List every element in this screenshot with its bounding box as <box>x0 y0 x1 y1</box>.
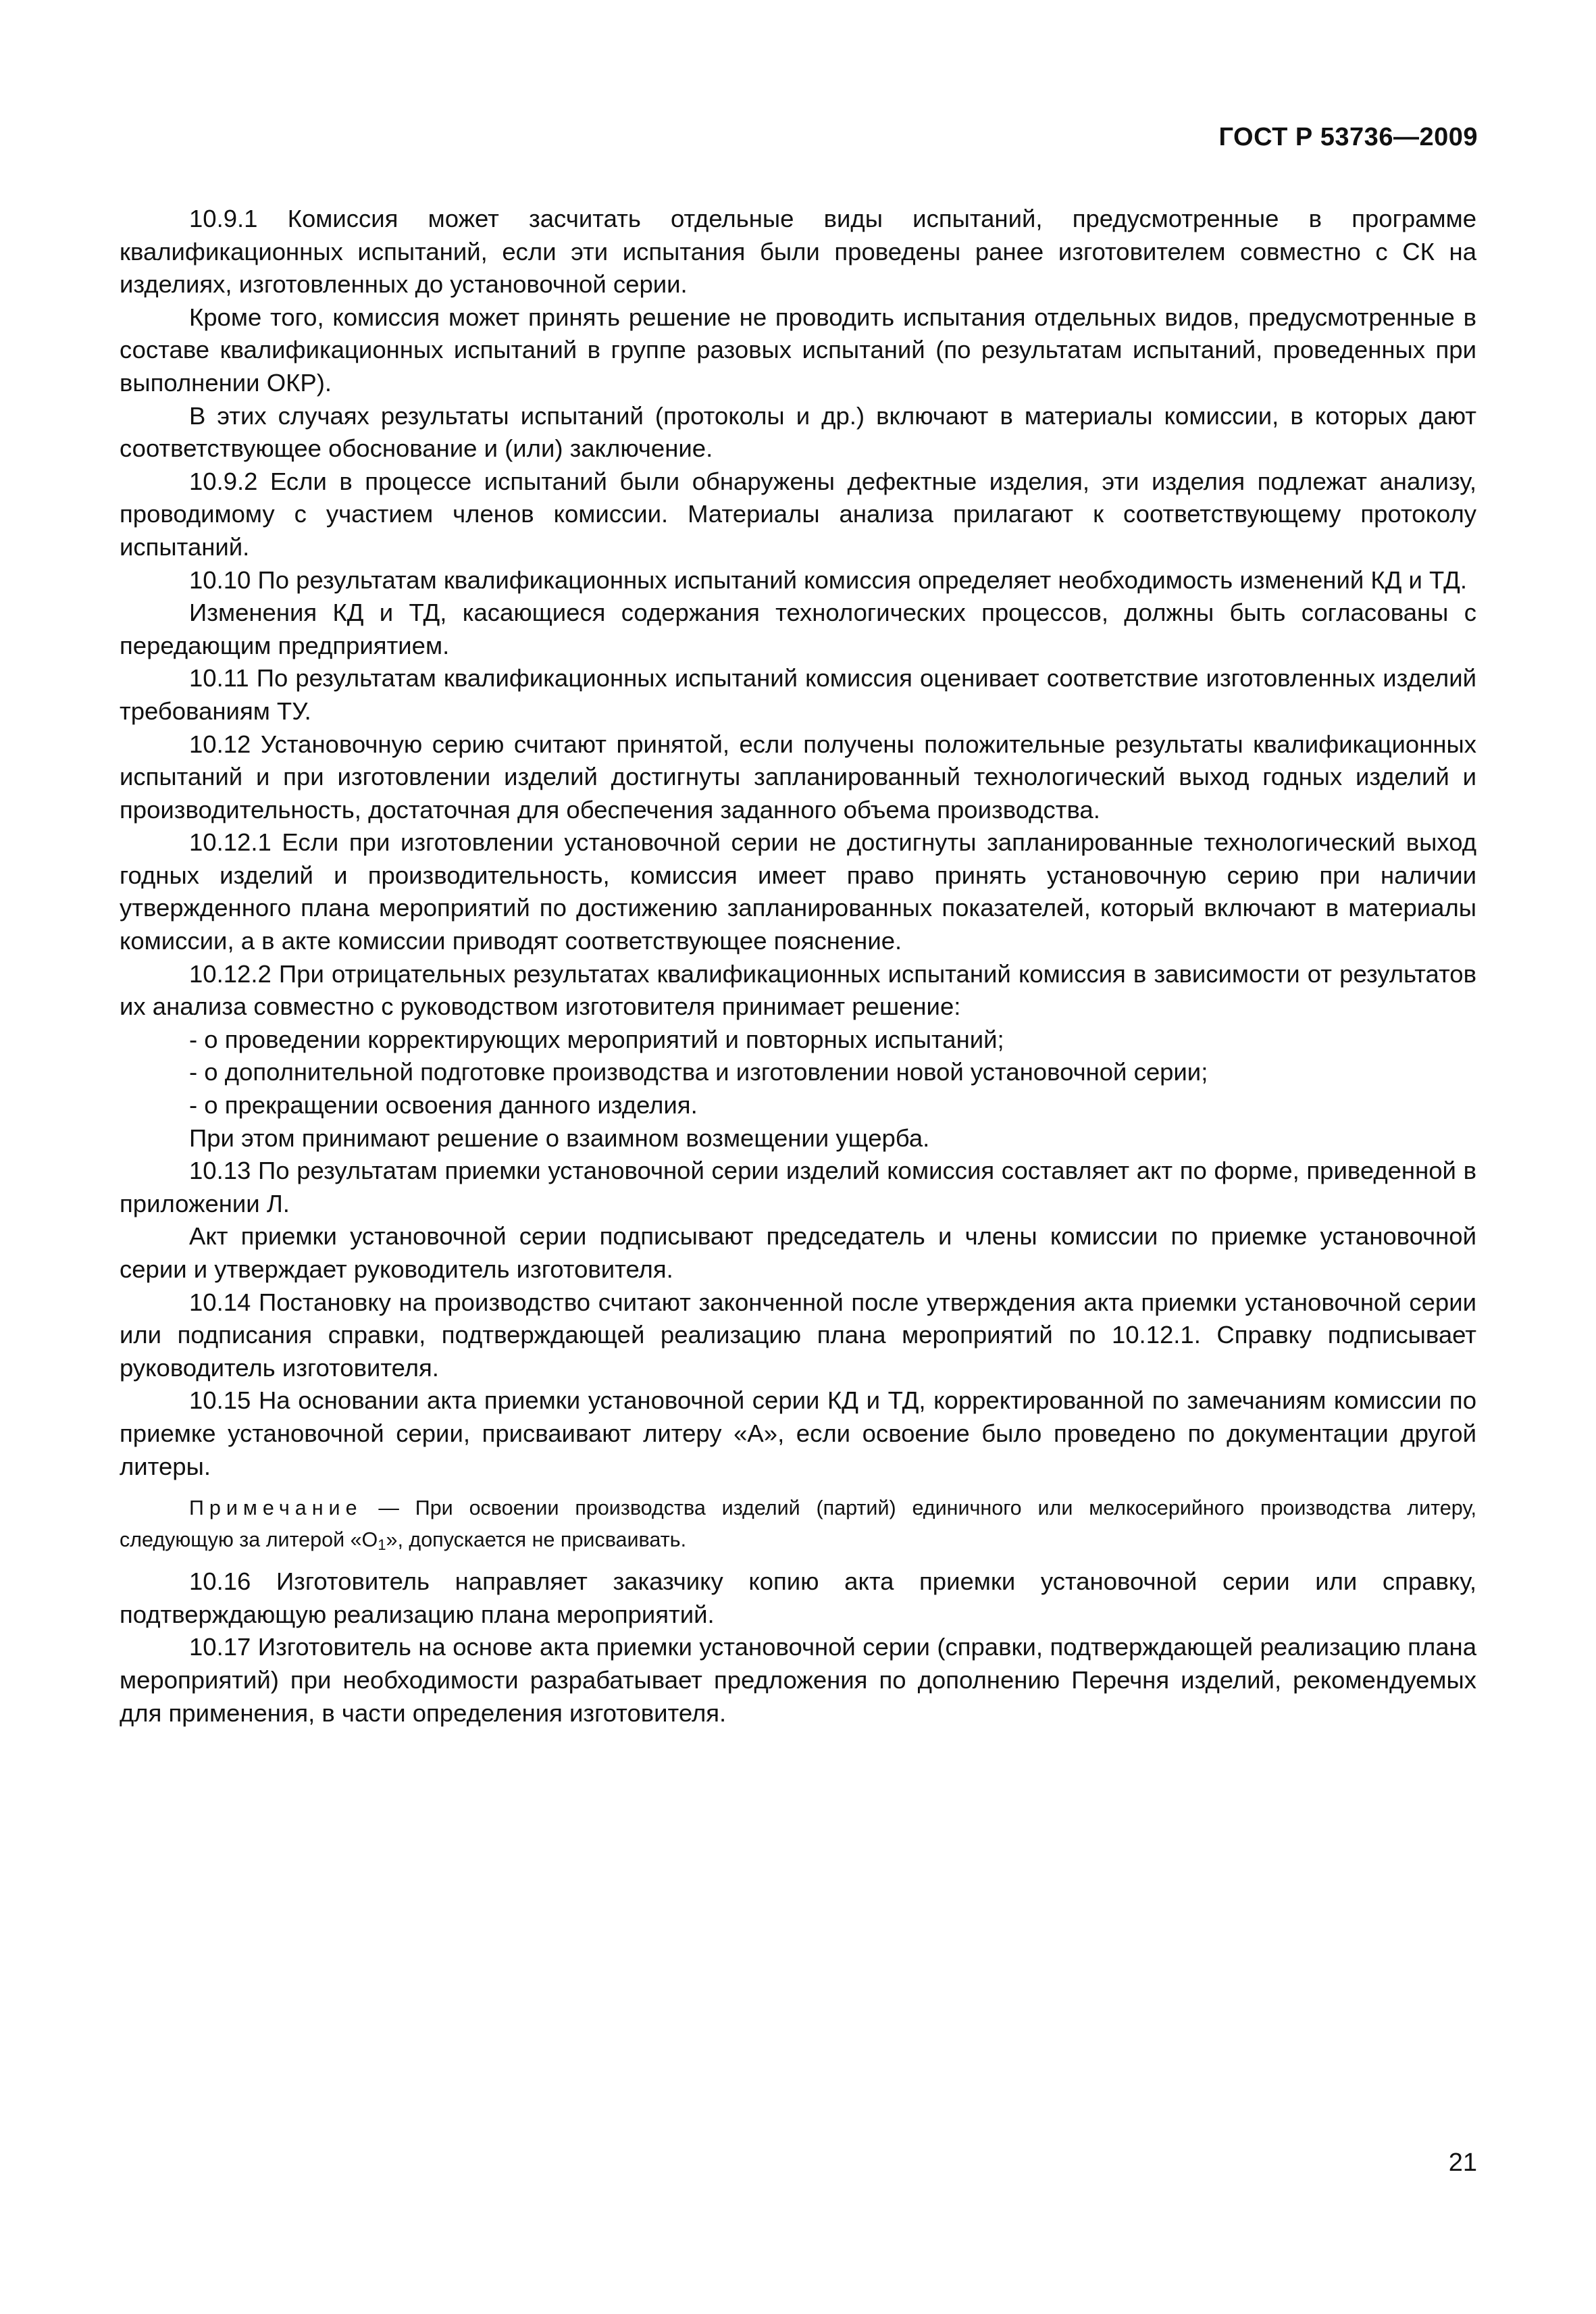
paragraph-10-9-2: 10.9.2 Если в процессе испытаний были обнаружены дефектные изделия, эти изделия подлежат анализу, проводимому с участием членов комиссии. Материалы анализа прилагают к соответствующему протоколу испытаний. <box>120 467 1476 561</box>
note <box>120 1492 1476 1556</box>
paragraph-10-12-2: 10.12.2 При отрицательных результатах квалификационных испытаний комиссия в зависимости от результатов их анализа совместно с руководством изготовителя принимает решение: <box>120 959 1476 1021</box>
paragraph-10-17: 10.17 Изготовитель на основе акта приемки установочной серии (справки, подтверждающей реализацию плана мероприятий) при необходимости разрабатывает предложения по дополнению Перечня изделий, рекомендуемых для применения, в части определения изготовителя. <box>120 1633 1476 1727</box>
document-number-header: ГОСТ Р 53736—2009 <box>1218 123 1478 151</box>
paragraph-10-12: 10.12 Установочную серию считают принятой, если получены положительные результаты квалификационных испытаний и при изготовлении изделий достигнуты запланированный технологический выход годных изделий и производительность, достаточная для обеспечения заданного объема производства. <box>120 730 1476 824</box>
note-text: — При освоении производства изделий (партий) единичного или мелкосерийного производства литеру, следующую за литерой «О <box>120 1496 1476 1552</box>
note-subscript: 1 <box>378 1536 386 1554</box>
paragraph-10-11: 10.11 По результатам квалификационных испытаний комиссия оценивает соответствие изготовленных изделий требованиям ТУ. <box>120 664 1476 725</box>
list-item: - о дополнительной подготовке производства и изготовлении новой установочной серии; <box>189 1058 1208 1086</box>
paragraph-10-14: 10.14 Постановку на производство считают законченной после утверждения акта приемки установочной серии или подписания справки, подтверждающей реализацию плана мероприятий по 10.12.1. Справку подписывает руководитель изготовителя. <box>120 1288 1476 1382</box>
paragraph: При этом принимают решение о взаимном возмещении ущерба. <box>189 1124 930 1152</box>
paragraph: Изменения КД и ТД, касающиеся содержания технологических процессов, должны быть согласованы с передающим предприятием. <box>120 599 1476 659</box>
paragraph-10-15: 10.15 На основании акта приемки установочной серии КД и ТД, корректированной по замечаниям комиссии по приемке установочной серии, присваивают литеру «А», если освоение было проведено по документации другой литеры. <box>120 1386 1476 1480</box>
note-text-end: », допускается не присваивать. <box>386 1528 687 1552</box>
document-body <box>120 203 1476 1730</box>
paragraph: В этих случаях результаты испытаний (протоколы и др.) включают в материалы комиссии, в которых дают соответствующее обоснование и (или) заключение. <box>120 401 1476 463</box>
paragraph: Кроме того, комиссия может принять решение не проводить испытания отдельных видов, предусмотренные в составе квалификационных испытаний в группе разовых испытаний (по результатам испытаний, проведенных при выполнении ОКР). <box>120 303 1476 397</box>
paragraph: Акт приемки установочной серии подписывают председатель и члены комиссии по приемке установочной серии и утверждает руководитель изготовителя. <box>120 1222 1476 1283</box>
paragraph-10-13: 10.13 По результатам приемки установочной серии изделий комиссия составляет акт по форме, приведенной в приложении Л. <box>120 1157 1476 1217</box>
note-label: Примечание <box>189 1496 363 1520</box>
paragraph-10-12-1: 10.12.1 Если при изготовлении установочной серии не достигнуты запланированные технологический выход годных изделий и производительность, комиссия имеет право принять установочную серию при наличии утвержденного плана мероприятий по достижению запланированных показателей, который включают в материалы комиссии, а в акте комиссии приводят соответствующее пояснение. <box>120 828 1476 955</box>
paragraph-10-10: 10.10 По результатам квалификационных испытаний комиссия определяет необходимость изменений КД и ТД. <box>189 565 1467 594</box>
paragraph-10-16: 10.16 Изготовитель направляет заказчику копию акта приемки установочной серии или справку, подтверждающую реализацию плана мероприятий. <box>120 1567 1476 1628</box>
page-number: 21 <box>1448 2148 1477 2177</box>
list-item: - о прекращении освоения данного изделия. <box>189 1091 698 1120</box>
list-item: - о проведении корректирующих мероприятий и повторных испытаний; <box>189 1025 1004 1053</box>
paragraph-10-9-1: 10.9.1 Комиссия может засчитать отдельные виды испытаний, предусмотренные в программе квалификационных испытаний, если эти испытания были проведены ранее изготовителем совместно с СК на изделиях, изготовленных до установочной серии. <box>120 205 1476 299</box>
